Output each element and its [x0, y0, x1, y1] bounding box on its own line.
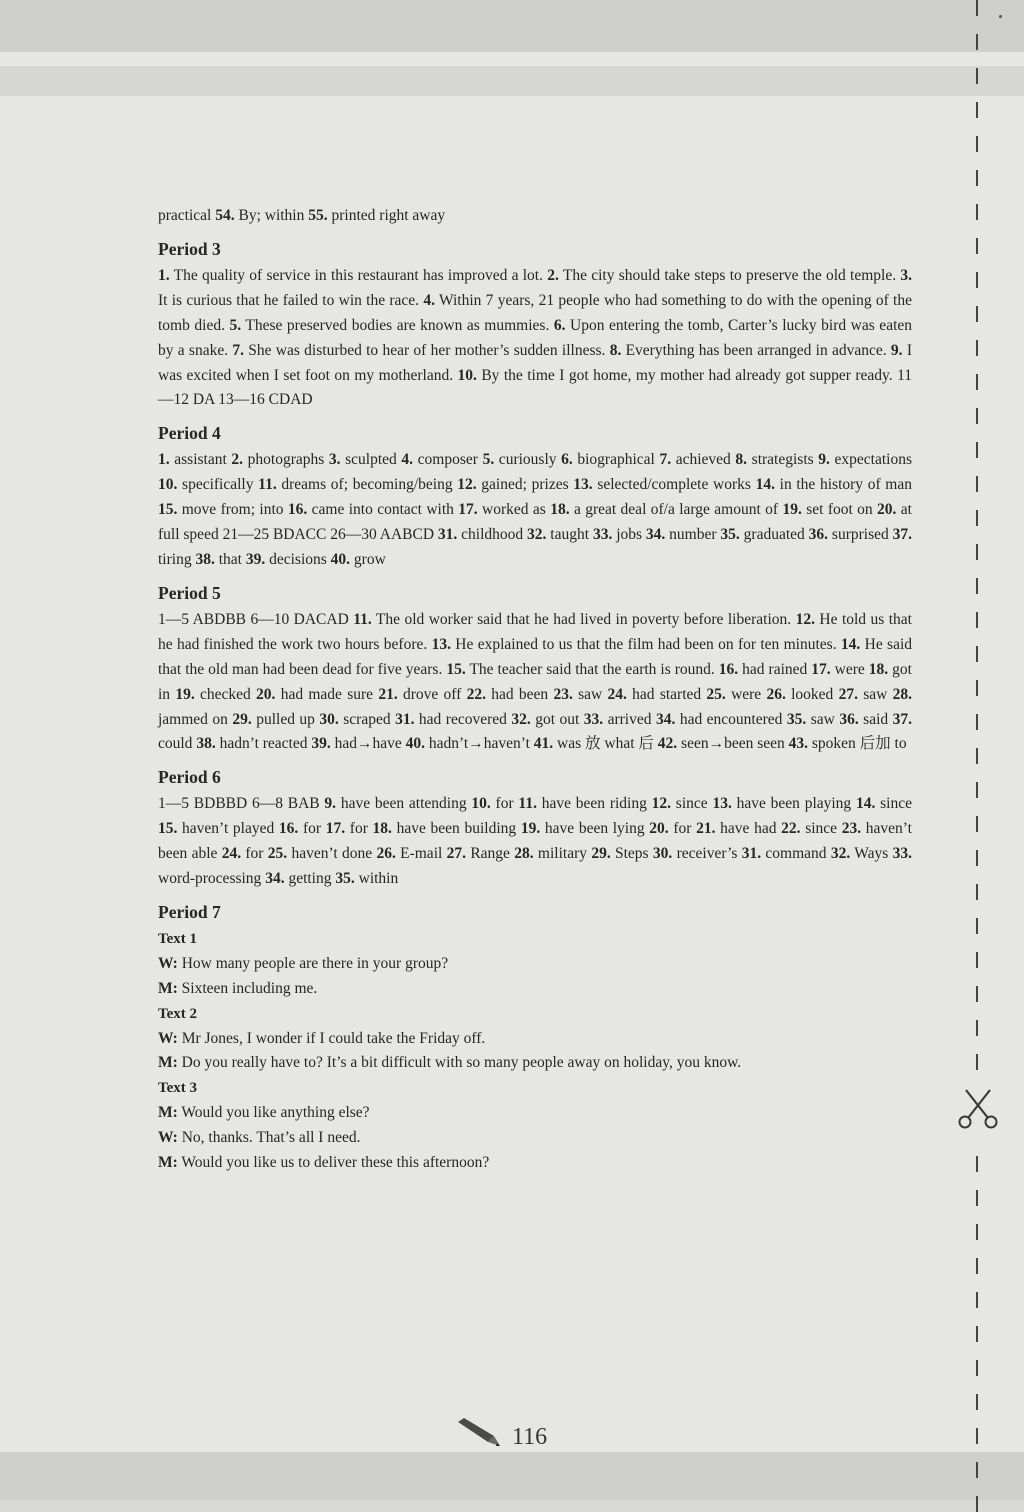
- answer-text: She was disturbed to hear of her mother’s sudden illness.: [244, 341, 610, 359]
- item-number: 20.: [649, 820, 669, 838]
- period-7-section: [158, 899, 912, 1176]
- answer-text: grow: [350, 550, 386, 568]
- item-number: 30.: [652, 845, 673, 863]
- answer-text: looked: [785, 685, 839, 703]
- cut-line-segment: [976, 986, 978, 1002]
- speaker-label: W:: [158, 954, 178, 972]
- answer-text: since: [875, 795, 912, 813]
- answer-text: were: [725, 685, 767, 703]
- cut-line-segment: [976, 1258, 978, 1274]
- item-number: 35.: [786, 710, 807, 728]
- item-number: 31.: [437, 526, 458, 544]
- cut-line: [976, 0, 980, 1500]
- cut-line-segment: [976, 1054, 978, 1070]
- answer-text: The teacher said that the earth is round.: [465, 660, 719, 678]
- answer-text: Ways: [850, 845, 893, 863]
- answer-text: could: [158, 735, 197, 753]
- item-number: 4.: [423, 291, 435, 309]
- item-number: 2.: [547, 266, 559, 284]
- answer-text: hadn’t reacted: [215, 735, 312, 753]
- answer-text: sculpted: [340, 451, 402, 469]
- item-number: 41.: [533, 735, 554, 753]
- answer-paragraph: [158, 448, 912, 573]
- answer-text: Upon entering the tomb, Carter’s lucky bird was eaten by a snake.: [158, 316, 913, 359]
- listening-texts: [158, 927, 912, 1176]
- cut-line-segment: [976, 340, 978, 356]
- answer-text: saw: [806, 710, 840, 728]
- answer-text: getting: [284, 870, 336, 888]
- item-number: 28.: [514, 845, 534, 863]
- answer-text: were: [830, 660, 869, 678]
- item-number: 11.: [258, 476, 277, 494]
- answer-text: got in: [158, 660, 912, 703]
- item-number: 2.: [231, 451, 244, 469]
- answer-text: came into contact with: [307, 501, 459, 519]
- answer-text: scraped: [338, 710, 396, 728]
- cut-line-segment: [976, 1360, 978, 1376]
- period-title: Period 4: [158, 423, 221, 444]
- answer-text: had rained: [738, 660, 812, 678]
- item-number: 26.: [766, 685, 786, 703]
- cut-line-segment: [976, 544, 978, 560]
- item-number: 21.: [378, 685, 398, 703]
- item-number: 15.: [158, 501, 178, 519]
- item-number: 31.: [395, 710, 415, 728]
- answer-text: had encountered: [675, 710, 787, 728]
- item-number: 26.: [376, 845, 396, 863]
- text-label: Text 2: [158, 1005, 198, 1022]
- item-number: 31.: [741, 845, 762, 863]
- item-number: 35.: [335, 870, 355, 888]
- item-number: 22.: [781, 820, 801, 838]
- answer-text: decisions: [265, 550, 331, 568]
- item-number: 34.: [645, 526, 666, 544]
- period-sections: [158, 236, 912, 892]
- item-number: 32.: [527, 526, 547, 544]
- answer-text: a great deal of/a large amount of: [569, 501, 783, 519]
- dialog-text: Sixteen including me.: [177, 979, 318, 997]
- item-number: 38.: [196, 735, 216, 753]
- item-number: 15.: [446, 660, 466, 678]
- answer-text: number: [665, 526, 721, 544]
- answer-text: set foot on: [801, 501, 878, 519]
- dialog-line: [158, 1151, 912, 1176]
- answer-text: graduated: [739, 526, 809, 544]
- dialog-text: Would you like us to deliver these this afternoon?: [177, 1154, 490, 1172]
- cut-line-segment: [976, 850, 978, 866]
- item-number: 12.: [795, 610, 815, 628]
- answer-text: have been building: [391, 820, 521, 838]
- answer-text: The old worker said that he had lived in poverty before liberation.: [371, 610, 796, 628]
- answer-text: haven’t done: [287, 845, 377, 863]
- item-number: 23.: [553, 685, 573, 703]
- answer-text: I was excited when I set foot on my motherland.: [158, 341, 912, 384]
- answer-text: haven’t played: [177, 820, 279, 838]
- answer-text: for: [490, 795, 519, 813]
- answer-text: dreams of; becoming/being: [276, 476, 458, 494]
- item-number: 19.: [520, 820, 541, 838]
- item-number: 7.: [232, 341, 244, 359]
- item-number: 10.: [158, 476, 178, 494]
- answer-text: got out: [530, 710, 584, 728]
- cut-line-segment: [976, 136, 978, 152]
- answer-text: By the time I got home, my mother had already got supper ready.: [476, 366, 898, 384]
- cut-line-segment: [976, 952, 978, 968]
- answer-text: The quality of service in this restaurant has improved a lot.: [169, 266, 548, 284]
- period-title: Period 6: [158, 767, 221, 788]
- item-number: 37.: [892, 710, 912, 728]
- bottom-margin-band: [0, 1452, 1024, 1500]
- item-number: 16.: [287, 501, 308, 519]
- answer-text: Range: [466, 845, 515, 863]
- item-number: 36.: [808, 526, 829, 544]
- cut-line-segment: [976, 306, 978, 322]
- item-number: 8.: [609, 341, 622, 359]
- item-number: 24.: [221, 845, 242, 863]
- dialog-text: Would you like anything else?: [177, 1104, 370, 1122]
- answer-text: had started: [626, 685, 707, 703]
- answer-text: By; within: [234, 207, 309, 224]
- item-number: 1.: [158, 451, 170, 469]
- answer-paragraph: [158, 792, 912, 892]
- speaker-label: M:: [158, 979, 178, 997]
- answer-text: jobs: [612, 526, 646, 544]
- page-footer: [456, 1414, 576, 1454]
- dialog-line: [158, 977, 912, 1002]
- answer-text: printed right away: [327, 207, 446, 224]
- cut-line-segment: [976, 1292, 978, 1308]
- item-number: 40.: [405, 735, 426, 753]
- item-number: 9.: [324, 795, 337, 813]
- answer-text: specifically: [177, 476, 259, 494]
- answer-text: photographs: [243, 451, 329, 469]
- answer-text: 1—5 BDBBD 6—8 BAB: [158, 795, 325, 813]
- item-number: 9.: [890, 341, 903, 359]
- page-number: 116: [512, 1424, 548, 1450]
- cut-line-segment: [976, 272, 978, 288]
- answer-text: He explained to us that the film had been on for ten minutes.: [450, 635, 841, 653]
- answer-text: arrived: [603, 710, 656, 728]
- item-number: 33.: [592, 526, 613, 544]
- item-number: 27.: [446, 845, 466, 863]
- answer-text: had→have: [330, 735, 406, 753]
- item-number: 38.: [195, 550, 215, 568]
- item-number: 40.: [330, 550, 351, 568]
- item-number: 14.: [755, 476, 775, 494]
- item-number: 54.: [215, 207, 235, 224]
- item-number: 10.: [471, 795, 491, 813]
- text-label: Text 3: [158, 1080, 198, 1097]
- item-number: 14.: [840, 635, 861, 653]
- answer-text: assistant: [169, 451, 232, 469]
- cut-line-segment: [976, 0, 978, 16]
- item-number: 21.: [696, 820, 716, 838]
- cut-line-segment: [976, 918, 978, 934]
- cut-line-segment: [976, 408, 978, 424]
- item-number: 32.: [830, 845, 851, 863]
- item-number: 9.: [818, 451, 830, 469]
- answer-text: said: [858, 710, 893, 728]
- answer-text: for: [298, 820, 326, 838]
- answer-text: practical: [158, 207, 216, 224]
- item-number: 43.: [788, 735, 808, 753]
- answer-text: biographical: [572, 451, 660, 469]
- answer-text: pulled up: [251, 710, 320, 728]
- cut-line-segment: [976, 714, 978, 730]
- cut-line-segment: [976, 442, 978, 458]
- item-number: 15.: [158, 820, 178, 838]
- cut-line-segment: [976, 1224, 978, 1240]
- item-number: 25.: [267, 845, 288, 863]
- period-title: Period 3: [158, 238, 221, 259]
- item-number: 12.: [457, 476, 477, 494]
- answer-text: achieved: [671, 451, 736, 469]
- item-number: 4.: [401, 451, 414, 469]
- answer-text: hadn’t→haven’t: [425, 735, 534, 753]
- answer-text: move from; into: [177, 501, 288, 519]
- item-number: 25.: [706, 685, 726, 703]
- cut-line-segment: [976, 612, 978, 628]
- answer-paragraph: [158, 608, 912, 757]
- item-number: 7.: [659, 451, 672, 469]
- dialog-line: [158, 1051, 912, 1076]
- dialog-text: No, thanks. That’s all I need.: [177, 1129, 361, 1147]
- item-number: 34.: [655, 710, 676, 728]
- item-number: 13.: [712, 795, 732, 813]
- item-number: 11.: [353, 610, 372, 628]
- cut-line-segment: [976, 204, 978, 220]
- cut-line-segment: [976, 1462, 978, 1478]
- speaker-label: W:: [158, 1029, 178, 1047]
- answer-text: since: [800, 820, 842, 838]
- answer-text: saw: [572, 685, 608, 703]
- item-number: 13.: [431, 635, 451, 653]
- answer-text: for: [345, 820, 373, 838]
- answer-text: E-mail: [395, 845, 447, 863]
- cut-line-segment: [976, 578, 978, 594]
- answer-text: surprised: [828, 526, 893, 544]
- answer-text: receiver’s: [672, 845, 742, 863]
- answer-text: at full speed: [158, 501, 912, 544]
- item-number: 33.: [892, 845, 913, 863]
- item-number: 14.: [855, 795, 876, 813]
- cut-line-segment: [976, 884, 978, 900]
- answer-text: spoken 后加 to: [808, 735, 907, 753]
- cut-line-segment: [976, 374, 978, 390]
- answer-key-content: [158, 204, 912, 1176]
- answer-text: 21—25 BDACC 26—30 AABCD: [222, 526, 438, 544]
- item-number: 32.: [511, 710, 531, 728]
- item-number: 20.: [877, 501, 897, 519]
- item-number: 29.: [591, 845, 611, 863]
- item-number: 18.: [550, 501, 570, 519]
- cut-line-segment: [976, 782, 978, 798]
- answer-text: composer: [413, 451, 483, 469]
- answer-paragraph: [158, 264, 912, 413]
- item-number: 19.: [782, 501, 802, 519]
- item-number: 11.: [518, 795, 537, 813]
- item-number: 6.: [561, 451, 573, 469]
- cut-line-segment: [976, 748, 978, 764]
- speaker-label: M:: [158, 1054, 178, 1072]
- item-number: 23.: [841, 820, 862, 838]
- item-number: 39.: [311, 735, 331, 753]
- dialog-text: Mr Jones, I wonder if I could take the Friday off.: [177, 1029, 486, 1047]
- item-number: 42.: [657, 735, 678, 753]
- speaker-label: W:: [158, 1129, 178, 1147]
- answer-text: checked: [194, 685, 257, 703]
- answer-text: 1—5 ABDBB 6—10 DACAD: [158, 610, 354, 628]
- item-number: 5.: [482, 451, 495, 469]
- answer-text: command: [761, 845, 831, 863]
- item-number: 3.: [328, 451, 341, 469]
- speaker-label: M:: [158, 1104, 178, 1122]
- answer-text: childhood: [457, 526, 528, 544]
- cut-line-segment: [976, 510, 978, 526]
- item-number: 3.: [900, 266, 912, 284]
- answer-text: taught: [546, 526, 593, 544]
- item-number: 27.: [838, 685, 858, 703]
- text-label: Text 1: [158, 930, 198, 947]
- answer-text: worked as: [477, 501, 551, 519]
- period-title: Period 7: [158, 901, 221, 922]
- item-number: 55.: [308, 207, 328, 224]
- answer-text: within: [354, 870, 399, 888]
- intro-line: [158, 204, 912, 229]
- item-number: 17.: [458, 501, 478, 519]
- answer-text: had made sure: [275, 685, 379, 703]
- answer-text: He said that the old man had been dead for five years.: [158, 635, 913, 678]
- item-number: 22.: [466, 685, 486, 703]
- answer-text: gained; prizes: [476, 476, 574, 494]
- item-number: 17.: [811, 660, 831, 678]
- cut-line-segment: [976, 238, 978, 254]
- dialog-line: [158, 1101, 912, 1126]
- cut-line-segment: [976, 68, 978, 84]
- answer-text: Steps: [610, 845, 653, 863]
- cut-line-segment: [976, 816, 978, 832]
- answer-text: drove off: [397, 685, 467, 703]
- answer-text: strategists: [747, 451, 819, 469]
- item-number: 1.: [158, 266, 170, 284]
- answer-text: have been playing: [731, 795, 856, 813]
- cut-line-segment: [976, 34, 978, 50]
- dialog-line: [158, 1126, 912, 1151]
- answer-text: in the history of man: [774, 476, 912, 494]
- item-number: 17.: [325, 820, 346, 838]
- cut-line-segment: [976, 1326, 978, 1342]
- item-number: 36.: [839, 710, 859, 728]
- answer-text: seen→been seen: [677, 735, 789, 753]
- item-number: 13.: [573, 476, 593, 494]
- cut-line-segment: [976, 1394, 978, 1410]
- answer-text: Everything has been arranged in advance.: [621, 341, 891, 359]
- cut-line-segment: [976, 102, 978, 118]
- cut-line-segment: [976, 1156, 978, 1172]
- dialog-line: [158, 952, 912, 977]
- item-number: 16.: [718, 660, 739, 678]
- answer-text: expectations: [829, 451, 912, 469]
- answer-text: since: [671, 795, 713, 813]
- cut-line-segment: [976, 680, 978, 696]
- answer-text: Within 7 years, 21 people who had something to do with the opening of the tomb died.: [158, 291, 912, 334]
- answer-text: had been: [485, 685, 554, 703]
- item-number: 18.: [372, 820, 392, 838]
- item-number: 6.: [553, 316, 566, 334]
- answer-text: that: [214, 550, 246, 568]
- answer-text: 11—12 DA 13—16 CDAD: [158, 366, 912, 409]
- answer-text: It is curious that he failed to win the race.: [158, 291, 424, 309]
- item-number: 30.: [319, 710, 339, 728]
- top-margin-band-secondary: [0, 66, 1024, 96]
- dialog-text: How many people are there in your group?: [177, 954, 449, 972]
- dialog-line: [158, 1027, 912, 1052]
- answer-text: haven’t been able: [158, 820, 912, 863]
- cut-line-segment: [976, 1020, 978, 1036]
- item-number: 12.: [651, 795, 672, 813]
- item-number: 39.: [245, 550, 266, 568]
- item-number: 19.: [175, 685, 195, 703]
- pencil-icon: [456, 1418, 502, 1448]
- answer-text: have been lying: [540, 820, 650, 838]
- answer-text: had recovered: [414, 710, 512, 728]
- cut-line-segment: [976, 476, 978, 492]
- cut-line-segment: [976, 1190, 978, 1206]
- item-number: 28.: [892, 685, 913, 703]
- item-number: 29.: [232, 710, 252, 728]
- answer-text: was 放 what 后: [553, 735, 658, 753]
- answer-text: The city should take steps to preserve the old temple.: [558, 266, 901, 284]
- item-number: 8.: [735, 451, 748, 469]
- cut-line-segment: [976, 1496, 978, 1512]
- top-margin-band: [0, 0, 1024, 52]
- answer-text: for: [241, 845, 268, 863]
- answer-text: for: [668, 820, 697, 838]
- scissors-icon: [954, 1086, 1002, 1130]
- item-number: 5.: [229, 316, 242, 334]
- item-number: 16.: [278, 820, 299, 838]
- answer-text: word-processing: [158, 870, 266, 888]
- item-number: 34.: [265, 870, 285, 888]
- cut-line-segment: [976, 1428, 978, 1444]
- answer-text: tiring: [158, 550, 196, 568]
- answer-text: have been attending: [336, 795, 472, 813]
- item-number: 37.: [892, 526, 912, 544]
- answer-text: military: [533, 845, 592, 863]
- item-number: 35.: [720, 526, 740, 544]
- answer-text: have had: [715, 820, 782, 838]
- item-number: 24.: [607, 685, 627, 703]
- answer-text: selected/complete works: [592, 476, 756, 494]
- answer-text: jammed on: [158, 710, 233, 728]
- dialog-text: Do you really have to? It’s a bit difficult with so many people away on holiday, you know.: [177, 1054, 742, 1072]
- cut-line-segment: [976, 646, 978, 662]
- answer-text: curiously: [494, 451, 562, 469]
- margin-dot: [999, 15, 1002, 18]
- item-number: 20.: [256, 685, 276, 703]
- item-number: 33.: [583, 710, 604, 728]
- answer-text: These preserved bodies are known as mummies.: [241, 316, 554, 334]
- period-title: Period 5: [158, 582, 221, 603]
- item-number: 10.: [457, 366, 477, 384]
- speaker-label: M:: [158, 1154, 178, 1172]
- answer-text: have been riding: [536, 795, 652, 813]
- cut-line-segment: [976, 170, 978, 186]
- answer-text: He told us that he had finished the work two hours before.: [158, 610, 912, 653]
- answer-text: saw: [857, 685, 893, 703]
- item-number: 18.: [868, 660, 889, 678]
